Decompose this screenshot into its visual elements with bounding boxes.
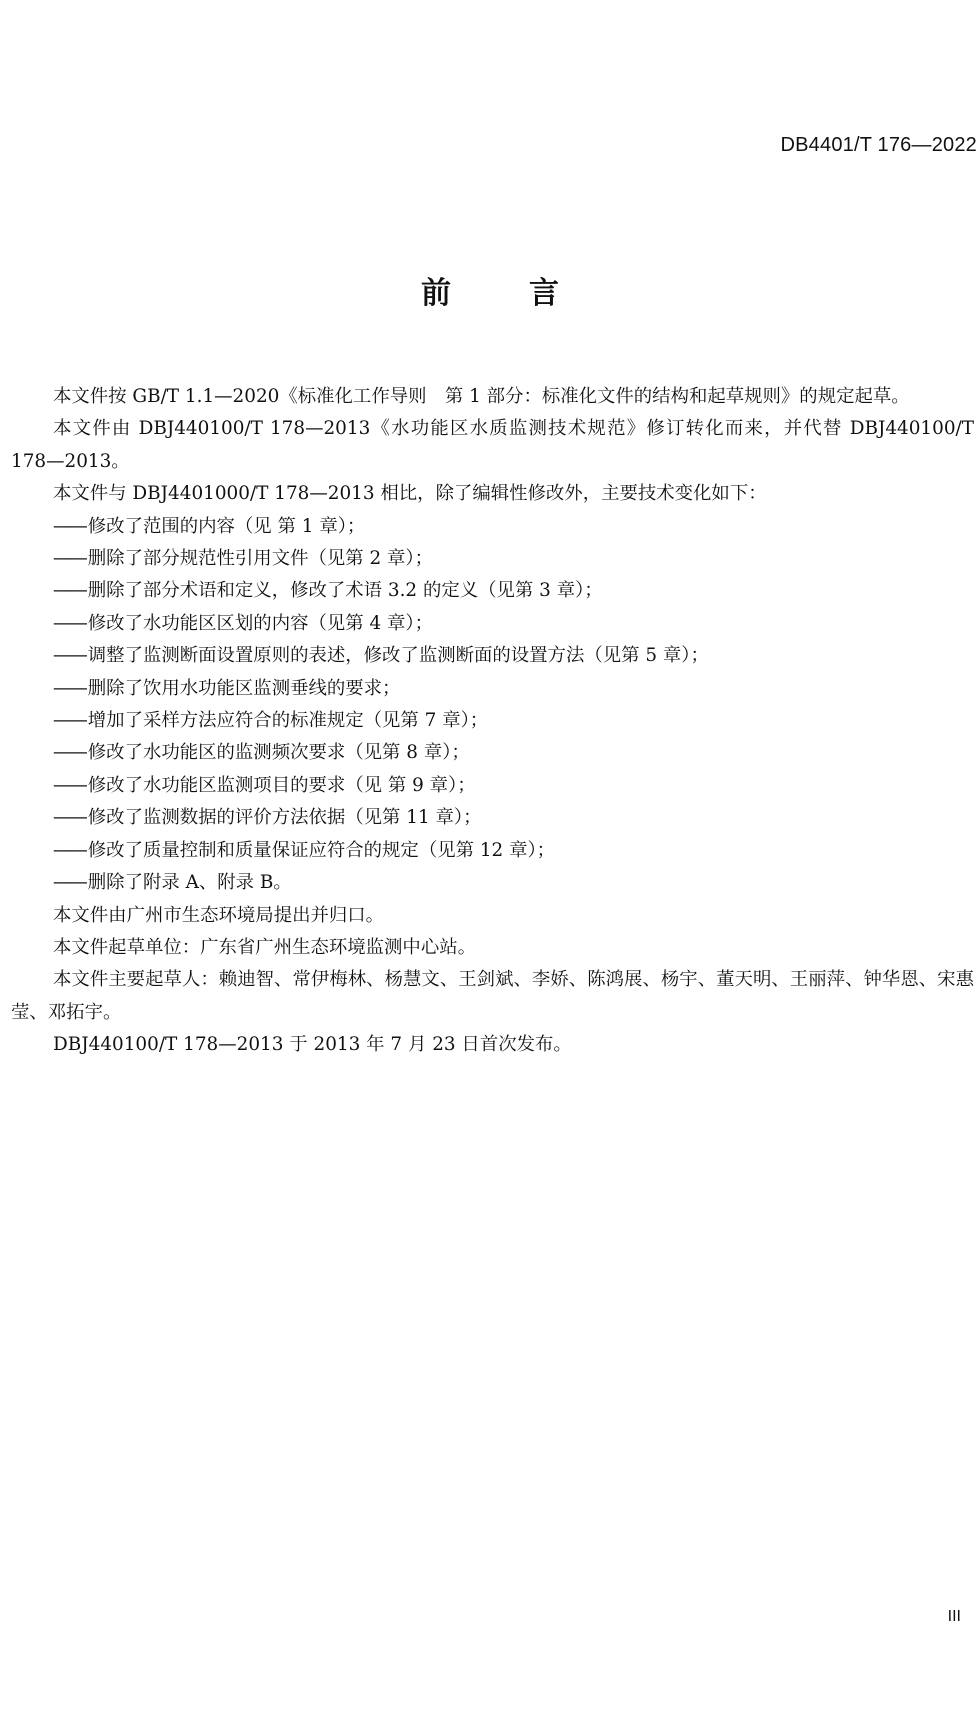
list-item: [11, 575, 974, 607]
list-item-text: 删除了饮用水功能区监测垂线的要求；: [87, 677, 401, 699]
title-char-1: 前: [421, 276, 451, 311]
list-item: [11, 770, 974, 802]
paragraph-revision-origin: 本文件由 DBJ440100/T 178—2013《水功能区水质监测技术规范》修订转化而来，并代替 DBJ440100/T 178—2013。: [11, 418, 974, 472]
dash-marker: ——: [53, 548, 86, 570]
list-item-text: 删除了部分术语和定义，修改了术语 3.2 的定义（见第 3 章）；: [87, 580, 603, 602]
list-item-text: 修改了水功能区监测项目的要求（见 第 9 章）；: [87, 774, 476, 796]
page-number: III: [947, 1608, 961, 1625]
paragraph-first-release: DBJ440100/T 178—2013 于 2013 年 7 月 23 日首次发布。: [53, 1034, 572, 1056]
paragraph-drafting-unit: 本文件起草单位：广东省广州生态环境监测中心站。: [53, 936, 476, 958]
paragraph-standard-basis: 本文件按 GB/T 1.1—2020《标准化工作导则 第 1 部分：标准化文件的结构和起草规则》的规定起草。: [53, 386, 910, 407]
dash-marker: ——: [53, 839, 86, 861]
list-item-text: 修改了水功能区区划的内容（见第 4 章）；: [87, 612, 434, 634]
list-item-text: 删除了部分规范性引用文件（见第 2 章）；: [87, 548, 434, 570]
list-item-text: 修改了质量控制和质量保证应符合的规定（见第 12 章）；: [87, 839, 556, 861]
list-item: [11, 835, 974, 867]
dash-marker: ——: [53, 645, 86, 667]
dash-marker: ——: [53, 742, 86, 764]
foreword-body: [11, 381, 974, 1062]
dash-marker: ——: [53, 515, 86, 537]
list-item-text: 增加了采样方法应符合的标准规定（见第 7 章）；: [87, 710, 489, 732]
dash-marker: ——: [53, 774, 86, 796]
document-code: DB4401/T 176—2022: [780, 134, 977, 156]
list-item: [11, 867, 974, 899]
list-item-text: 修改了监测数据的评价方法依据（见第 11 章）；: [87, 807, 482, 829]
list-item: [11, 802, 974, 834]
dash-marker: ——: [53, 677, 86, 699]
page-title: [0, 268, 980, 312]
list-item: [11, 543, 974, 575]
list-item: [11, 705, 974, 737]
list-item-text: 修改了范围的内容（见 第 1 章）；: [87, 515, 366, 537]
list-item: [11, 737, 974, 769]
list-item-text: 删除了附录 A、附录 B。: [87, 872, 292, 894]
title-char-2: 言: [529, 276, 559, 311]
list-item-text: 调整了监测断面设置原则的表述，修改了监测断面的设置方法（见第 5 章）；: [87, 645, 709, 667]
list-item: [11, 608, 974, 640]
list-item: [11, 640, 974, 672]
paragraph-changes-intro: 本文件与 DBJ4401000/T 178—2013 相比，除了编辑性修改外，主要技术变化如下：: [53, 483, 767, 505]
list-item-text: 修改了水功能区的监测频次要求（见第 8 章）；: [87, 742, 470, 764]
list-item: [11, 673, 974, 705]
dash-marker: ——: [53, 807, 86, 829]
dash-marker: ——: [53, 872, 86, 894]
dash-marker: ——: [53, 580, 86, 602]
dash-marker: ——: [53, 612, 86, 634]
paragraph-drafters: 本文件主要起草人：赖迪智、常伊梅林、杨慧文、王剑斌、李娇、陈鸿展、杨宇、董天明、王丽萍、钟华恩、宋惠莹、邓拓宇。: [11, 969, 974, 1023]
list-item: [11, 511, 974, 543]
paragraph-proposer: 本文件由广州市生态环境局提出并归口。: [53, 904, 385, 926]
dash-marker: ——: [53, 710, 86, 732]
